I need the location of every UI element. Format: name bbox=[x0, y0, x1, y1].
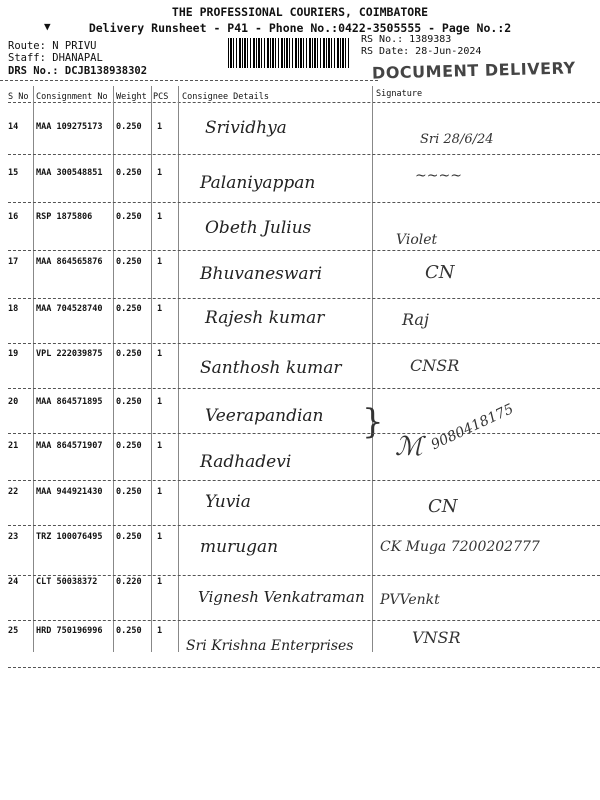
rs-date: RS Date: 28-Jun-2024 bbox=[361, 46, 482, 57]
row-weight: 0.250 bbox=[116, 487, 142, 497]
barcode bbox=[228, 38, 350, 68]
row-pcs: 1 bbox=[157, 168, 163, 178]
row-sno: 20 bbox=[8, 397, 19, 407]
row-pcs: 1 bbox=[157, 349, 163, 359]
recipient-signature: PVVenkt bbox=[380, 592, 440, 608]
row-pcs: 1 bbox=[157, 532, 163, 542]
recipient-signature: Violet bbox=[396, 232, 438, 248]
consignee-name: Veerapandian bbox=[205, 406, 324, 426]
recipient-signature: CK Muga 7200202777 bbox=[380, 539, 540, 555]
row-sno: 21 bbox=[8, 441, 19, 451]
row-divider bbox=[8, 388, 600, 389]
row-consignment-no: MAA 864571895 bbox=[36, 397, 103, 407]
row-weight: 0.250 bbox=[116, 441, 142, 451]
row-consignment-no: TRZ 100076495 bbox=[36, 532, 103, 542]
consignee-name: murugan bbox=[200, 537, 279, 557]
row-sno: 14 bbox=[8, 122, 19, 132]
row-pcs: 1 bbox=[157, 212, 163, 222]
row-consignment-no: MAA 864565876 bbox=[36, 257, 103, 267]
row-pcs: 1 bbox=[157, 441, 163, 451]
consignee-name: Sri Krishna Enterprises bbox=[186, 638, 354, 654]
row-weight: 0.250 bbox=[116, 168, 142, 178]
recipient-signature: Sri 28/6/24 bbox=[420, 132, 494, 147]
row-pcs: 1 bbox=[157, 577, 163, 587]
col-header-consignment: Consignment No bbox=[36, 92, 108, 102]
column-line bbox=[178, 86, 179, 652]
consignee-name: Santhosh kumar bbox=[200, 358, 342, 378]
row-divider bbox=[8, 250, 600, 251]
recipient-signature: VNSR bbox=[412, 628, 461, 647]
row-weight: 0.250 bbox=[116, 532, 142, 542]
row-weight: 0.220 bbox=[116, 577, 142, 587]
row-divider bbox=[8, 433, 600, 434]
row-weight: 0.250 bbox=[116, 626, 142, 636]
col-header-pcs: PCS bbox=[153, 92, 169, 102]
row-pcs: 1 bbox=[157, 122, 163, 132]
drs-number: DRS No.: DCJB138938302 bbox=[8, 65, 148, 77]
consignee-name: Radhadevi bbox=[200, 452, 292, 472]
row-weight: 0.250 bbox=[116, 397, 142, 407]
col-header-weight: Weight bbox=[116, 92, 147, 102]
row-weight: 0.250 bbox=[116, 212, 142, 222]
recipient-signature: ~~~~ bbox=[415, 168, 462, 184]
row-consignment-no: MAA 944921430 bbox=[36, 487, 103, 497]
row-consignment-no: MAA 109275173 bbox=[36, 122, 103, 132]
pen-mark-icon: ▼ bbox=[44, 20, 51, 33]
row-pcs: 1 bbox=[157, 397, 163, 407]
bracket-mark-icon: } bbox=[362, 402, 384, 442]
recipient-signature: CNSR bbox=[410, 356, 460, 375]
consignee-name: Bhuvaneswari bbox=[200, 264, 323, 284]
row-consignment-no: MAA 864571907 bbox=[36, 441, 103, 451]
recipient-signature: CN bbox=[428, 496, 458, 517]
route-label: Route: N PRIVU bbox=[8, 40, 97, 52]
row-sno: 22 bbox=[8, 487, 19, 497]
row-divider bbox=[8, 343, 600, 344]
consignee-name: Rajesh kumar bbox=[205, 308, 325, 328]
row-weight: 0.250 bbox=[116, 349, 142, 359]
company-title: THE PROFESSIONAL COURIERS, COIMBATORE bbox=[171, 5, 429, 19]
handwritten-signature-icon: ℳ bbox=[395, 432, 423, 462]
consignee-name: Palaniyappan bbox=[200, 173, 316, 193]
column-line bbox=[372, 86, 373, 652]
row-consignment-no: HRD 750196996 bbox=[36, 626, 103, 636]
row-pcs: 1 bbox=[157, 257, 163, 267]
column-line bbox=[113, 86, 114, 652]
row-divider bbox=[8, 525, 600, 526]
row-weight: 0.250 bbox=[116, 257, 142, 267]
row-sno: 16 bbox=[8, 212, 19, 222]
recipient-signature: Raj bbox=[402, 310, 429, 329]
col-header-sno: S No bbox=[8, 92, 29, 102]
row-sno: 17 bbox=[8, 257, 19, 267]
row-sno: 18 bbox=[8, 304, 19, 314]
row-weight: 0.250 bbox=[116, 304, 142, 314]
header-divider bbox=[0, 80, 378, 81]
row-divider bbox=[8, 202, 600, 203]
recipient-signature: 9080418175 bbox=[428, 401, 517, 454]
consignee-name: Yuvia bbox=[205, 492, 251, 512]
row-divider bbox=[8, 154, 600, 155]
staff-label: Staff: DHANAPAL bbox=[8, 52, 103, 64]
document-delivery-stamp: DOCUMENT DELIVERY bbox=[371, 58, 576, 83]
column-line bbox=[151, 86, 152, 652]
row-divider bbox=[8, 620, 600, 621]
row-consignment-no: RSP 1875806 bbox=[36, 212, 93, 222]
rs-number: RS No.: 1389383 bbox=[361, 34, 452, 45]
row-consignment-no: VPL 222039875 bbox=[36, 349, 103, 359]
row-pcs: 1 bbox=[157, 487, 163, 497]
col-header-signature: Signature bbox=[376, 89, 423, 99]
consignee-name: Srividhya bbox=[205, 118, 287, 138]
column-line bbox=[33, 86, 34, 652]
row-divider bbox=[8, 667, 600, 668]
recipient-signature: CN bbox=[425, 262, 455, 283]
consignee-name: Vignesh Venkatraman bbox=[198, 588, 365, 606]
row-divider bbox=[8, 298, 600, 299]
column-header-divider bbox=[8, 102, 600, 103]
row-sno: 23 bbox=[8, 532, 19, 542]
col-header-consignee: Consignee Details bbox=[182, 92, 269, 102]
row-divider bbox=[8, 480, 600, 481]
runsheet-subtitle: Delivery Runsheet - P41 - Phone No.:0422-3505555 - Page No.:2 bbox=[88, 21, 512, 35]
row-sno: 15 bbox=[8, 168, 19, 178]
row-consignment-no: CLT 50038372 bbox=[36, 577, 98, 587]
row-sno: 25 bbox=[8, 626, 19, 636]
row-weight: 0.250 bbox=[116, 122, 142, 132]
row-pcs: 1 bbox=[157, 626, 163, 636]
consignee-name: Obeth Julius bbox=[205, 218, 312, 238]
row-sno: 19 bbox=[8, 349, 19, 359]
row-divider bbox=[8, 575, 600, 576]
row-pcs: 1 bbox=[157, 304, 163, 314]
row-consignment-no: MAA 300548851 bbox=[36, 168, 103, 178]
row-consignment-no: MAA 704528740 bbox=[36, 304, 103, 314]
row-sno: 24 bbox=[8, 577, 19, 587]
